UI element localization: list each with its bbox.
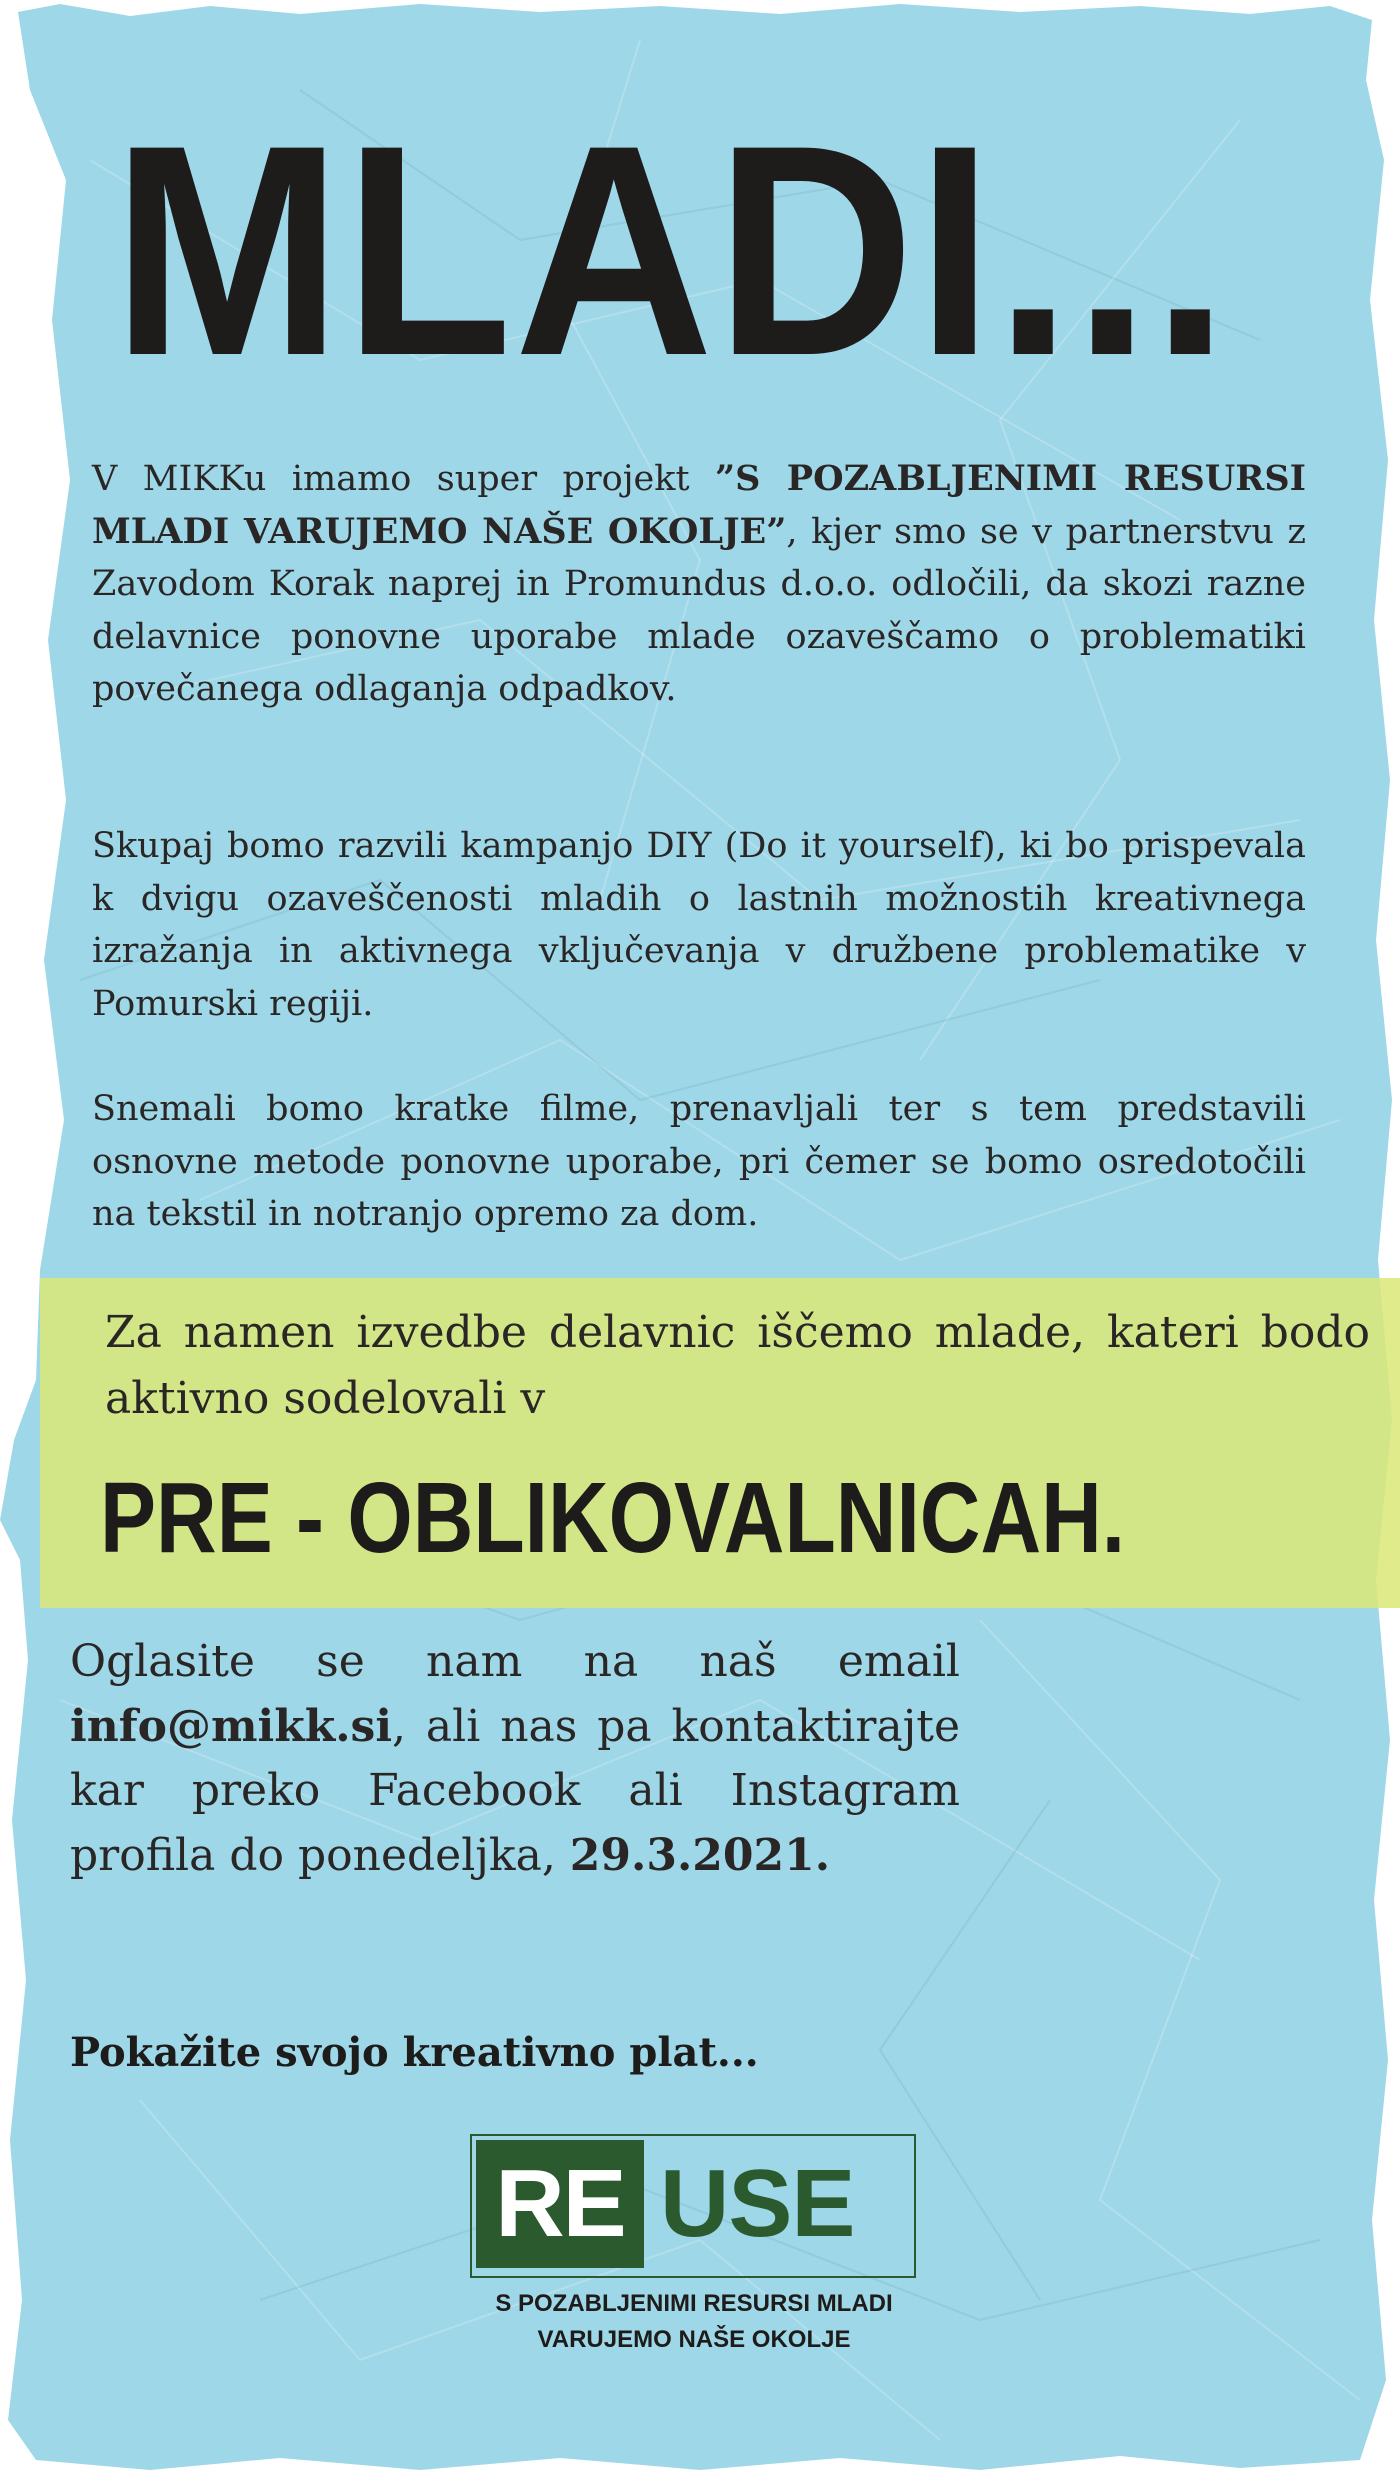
logo-tagline-line1: S POZABLJENIMI RESURSI MLADI (495, 2290, 893, 2317)
intro-text: V MIKKu imamo super projekt (92, 459, 715, 499)
poster-title: MLADI... (112, 82, 1231, 418)
contact-middle: , ali nas pa kontaktirajte kar preko Facebook ali Instagram profila do ponedeljka, (70, 1700, 960, 1881)
films-paragraph: Snemali bomo kratke filme, prenavljali ter s tem predstavili osnovne metode ponovne uporabe, pri čemer se bomo osredotočili na tekstil in notranjo opremo za dom. (92, 1089, 1306, 1234)
logo-use-text: USE (660, 2150, 855, 2257)
campaign-paragraph: Skupaj bomo razvili kampanjo DIY (Do it yourself), ki bo prispevala k dvigu ozaveščenosti mladih o lastnih možnostih kreativnega izražanja in aktivnega vključevanja v družbene problematike v Pomurski regiji. (92, 826, 1306, 1024)
workshop-heading: PRE - OBLIKOVALNICAH. (100, 1462, 1126, 1574)
logo-re-block: RE (476, 2140, 644, 2268)
closing-line: Pokažite svojo kreativno plat... (70, 2029, 759, 2076)
logo-tagline-line2: VARUJEMO NAŠE OKOLJE (537, 2326, 851, 2353)
reuse-logo (470, 2134, 918, 2359)
contact-lead: Oglasite se nam na naš email (70, 1636, 960, 1687)
intro-rest: , kjer smo se v partnerstvu z Zavodom Korak naprej in Promundus d.o.o. odločili, da skozi razne delavnice ponovne uporabe mlade ozaveščamo o problematiki povečanega odlaganja odpadkov. (92, 511, 1306, 709)
project-name: ”S POZABLJENIMI RESURSI MLADI VARUJEMO NAŠE OKOLJE” (92, 458, 1306, 552)
logo-tagline (470, 2286, 918, 2358)
band-text: Za namen izvedbe delavnic iščemo mlade, kateri bodo aktivno sodelovali v (105, 1307, 1370, 1424)
email-link[interactable]: info@mikk.si (70, 1700, 393, 1752)
intro-paragraph (92, 453, 1306, 716)
deadline-date: 29.3.2021. (569, 1829, 831, 1881)
call-to-action-band (40, 1278, 1400, 1608)
contact-paragraph (70, 1630, 960, 1888)
